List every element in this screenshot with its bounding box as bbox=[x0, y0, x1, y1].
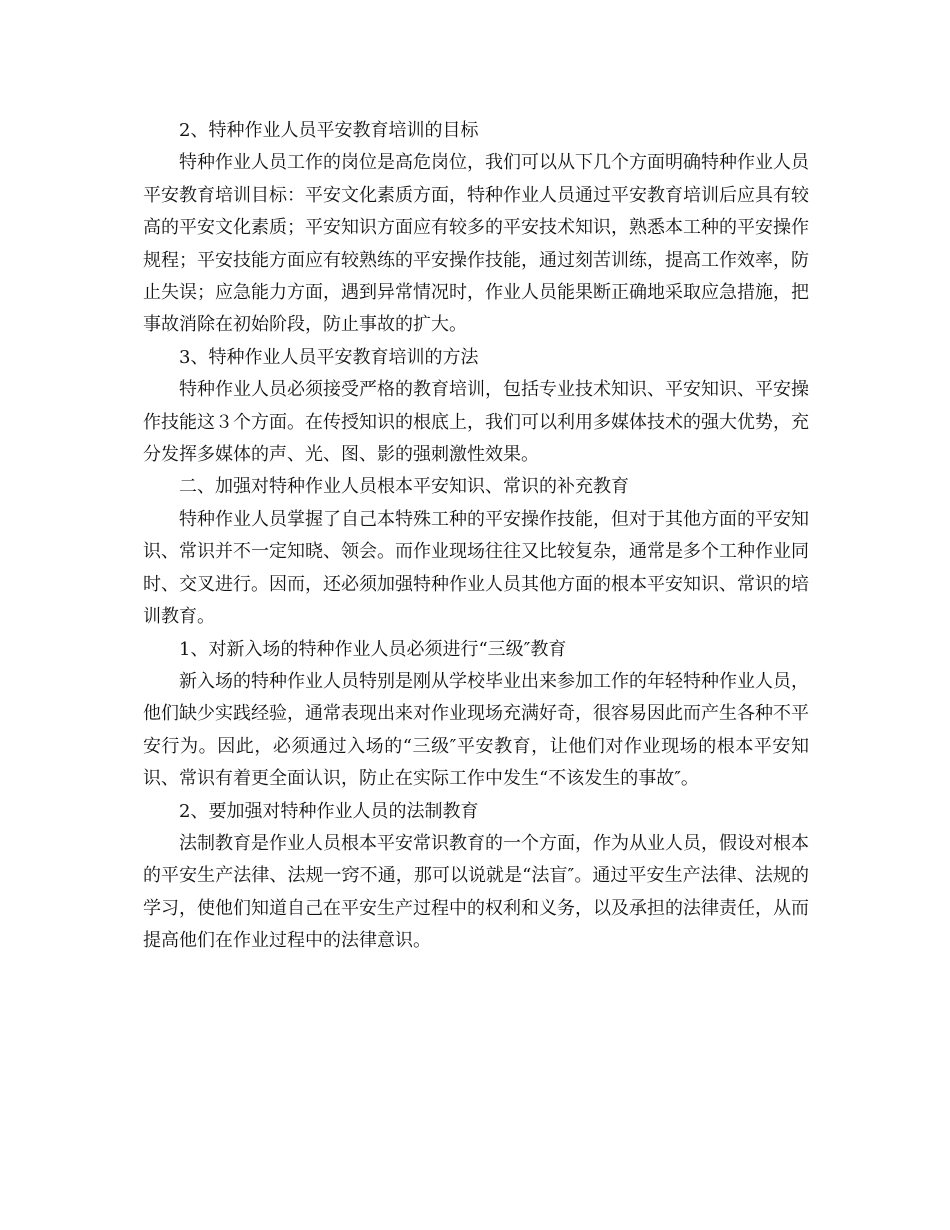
paragraph-training-goal: 特种作业人员工作的岗位是高危岗位，我们可以从下几个方面明确特种作业人员平安教育培训目标：平安文化素质方面，特种作业人员通过平安教育培训后应具有较高的平安文化素质；平安知识方面应有较多的平安技术知识，熟悉本工种的平安操作规程；平安技能方面应有较熟练的平安操作技能，通过刻苦训练，提高工作效率，防止失误；应急能力方面，遇到异常情况时，作业人员能果断正确地采取应急措施，把事故消除在初始阶段，防止事故的扩大。 bbox=[143, 152, 809, 336]
document-body bbox=[143, 115, 809, 958]
heading-training-goal: 2、特种作业人员平安教育培训的目标 bbox=[179, 120, 479, 141]
heading-three-level-education: 1、对新入场的特种作业人员必须进行“三级″教育 bbox=[179, 638, 567, 660]
heading-supplementary-education: 二、加强对特种作业人员根本平安知识、常识的补充教育 bbox=[179, 476, 629, 498]
paragraph-legal-education: 法制教育是作业人员根本平安常识教育的一个方面，作为从业人员，假设对根本的平安生产法律、法规一窍不通，那可以说就是“法盲″。通过平安生产法律、法规的学习，使他们知道自己在平安生产过程中的权利和义务，以及承担的法律责任，从而提高他们在作业过程中的法律意识。 bbox=[143, 832, 809, 952]
heading-training-method: 3、特种作业人员平安教育培训的方法 bbox=[179, 346, 479, 368]
paragraph-three-level-education: 新入场的特种作业人员特别是刚从学校毕业出来参加工作的年轻特种作业人员，他们缺少实践经验，通常表现出来对作业现场充满好奇，很容易因此而产生各种不平安行为。因此，必须通过入场的“三级″平安教育，让他们对作业现场的根本平安知识、常识有着更全面认识，防止在实际工作中发生“不该发生的事故″。 bbox=[143, 670, 809, 790]
paragraph-supplementary-education: 特种作业人员掌握了自己本特殊工种的平安操作技能，但对于其他方面的平安知识、常识并不一定知晓、领会。而作业现场往往又比较复杂，通常是多个工种作业同时、交叉进行。因而，还必须加强特种作业人员其他方面的根本平安知识、常识的培训教育。 bbox=[143, 508, 809, 628]
paragraph-training-method: 特种作业人员必须接受严格的教育培训，包括专业技术知识、平安知识、平安操作技能这３个方面。在传授知识的根底上，我们可以利用多媒体技术的强大优势，充分发挥多媒体的声、光、图、影的强刺激性效果。 bbox=[143, 379, 809, 466]
heading-legal-education: 2、要加强对特种作业人员的法制教育 bbox=[179, 800, 479, 822]
